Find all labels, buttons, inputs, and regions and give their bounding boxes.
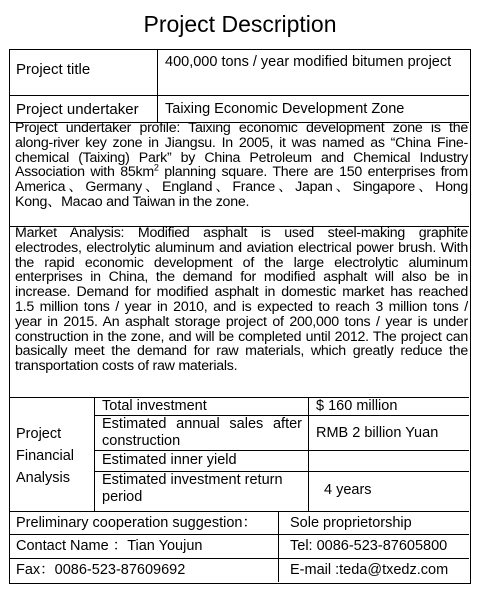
project-description-table: [9, 49, 471, 584]
row-divider: [10, 95, 469, 96]
row-divider: [10, 558, 469, 559]
project-title-label: Project title: [16, 61, 91, 78]
financial-item: Estimated annual sales after construction: [102, 416, 302, 449]
financial-value: 4 years: [324, 482, 372, 498]
cooperation-label: Preliminary cooperation suggestion：: [16, 515, 257, 531]
financial-item: Estimated inner yield: [102, 452, 237, 468]
column-divider: [157, 50, 158, 122]
page-title: Project Description: [143, 11, 337, 37]
contact-email: E-mail :teda@txedz.com: [290, 562, 449, 578]
financial-analysis-label: [16, 423, 92, 489]
financial-value: RMB 2 billion Yuan: [316, 425, 439, 441]
undertaker-profile-text-cont: planning square. There are 150 enterprises from America、Germany、England、France、Japan、Singapore、Hong Kong、Macao and Taiwan in the zone.: [15, 164, 468, 210]
undertaker-profile: [15, 121, 468, 210]
row-divider: [10, 511, 469, 512]
financial-value: $ 160 million: [316, 398, 398, 414]
financial-label-line: Financial: [16, 448, 75, 464]
contact-tel: Tel: 0086-523-87605800: [290, 538, 448, 554]
column-divider: [94, 397, 95, 511]
project-undertaker-value: Taixing Economic Development Zone: [165, 101, 405, 117]
financial-item: Estimated investment return period: [102, 472, 283, 505]
row-divider: [10, 534, 469, 535]
cooperation-value: Sole proprietorship: [290, 515, 412, 531]
undertaker-profile-text: Project undertaker profile: Taixing economic development zone is the along-river key zone in Jiangsu. In 2005, it was named as “China Fine-chemical (Taixing) Park” by China Petroleum and Chemical Industry Association with 85km: [15, 120, 468, 181]
market-analysis: Market Analysis: Modified asphalt is used steel-making graphite electrodes, electrolytic aluminum and aviation electrical power brush. With the rapid economic development of the large electrolytic aluminum enterprises in China, the demand for modified asphalt will also be in increase. Demand for modified asphalt in domestic market has reached 1.5 million tons / year in 2010, and is expected to reach 3 million tons / year in 2015. An asphalt storage project of 200,000 tons / year is under construction in the zone, and will be completed until 2012. The project can basically meet the demand for raw materials, which greatly reduce the transportation costs of raw materials.: [15, 225, 468, 375]
contact-fax: Fax：0086-523-87609692: [16, 562, 186, 578]
project-title-value: 400,000 tons / year modified bitumen project: [165, 54, 452, 70]
superscript: 2: [153, 162, 159, 173]
column-divider: [278, 511, 279, 582]
column-divider: [308, 397, 309, 511]
financial-label-line: Analysis: [16, 470, 70, 486]
project-undertaker-label: Project undertaker: [16, 101, 139, 118]
row-divider: [94, 450, 469, 451]
financial-item: Total investment: [102, 398, 207, 414]
contact-name: Contact Name ：Tian Youjun: [16, 538, 203, 554]
financial-label-line: Project: [16, 426, 62, 442]
